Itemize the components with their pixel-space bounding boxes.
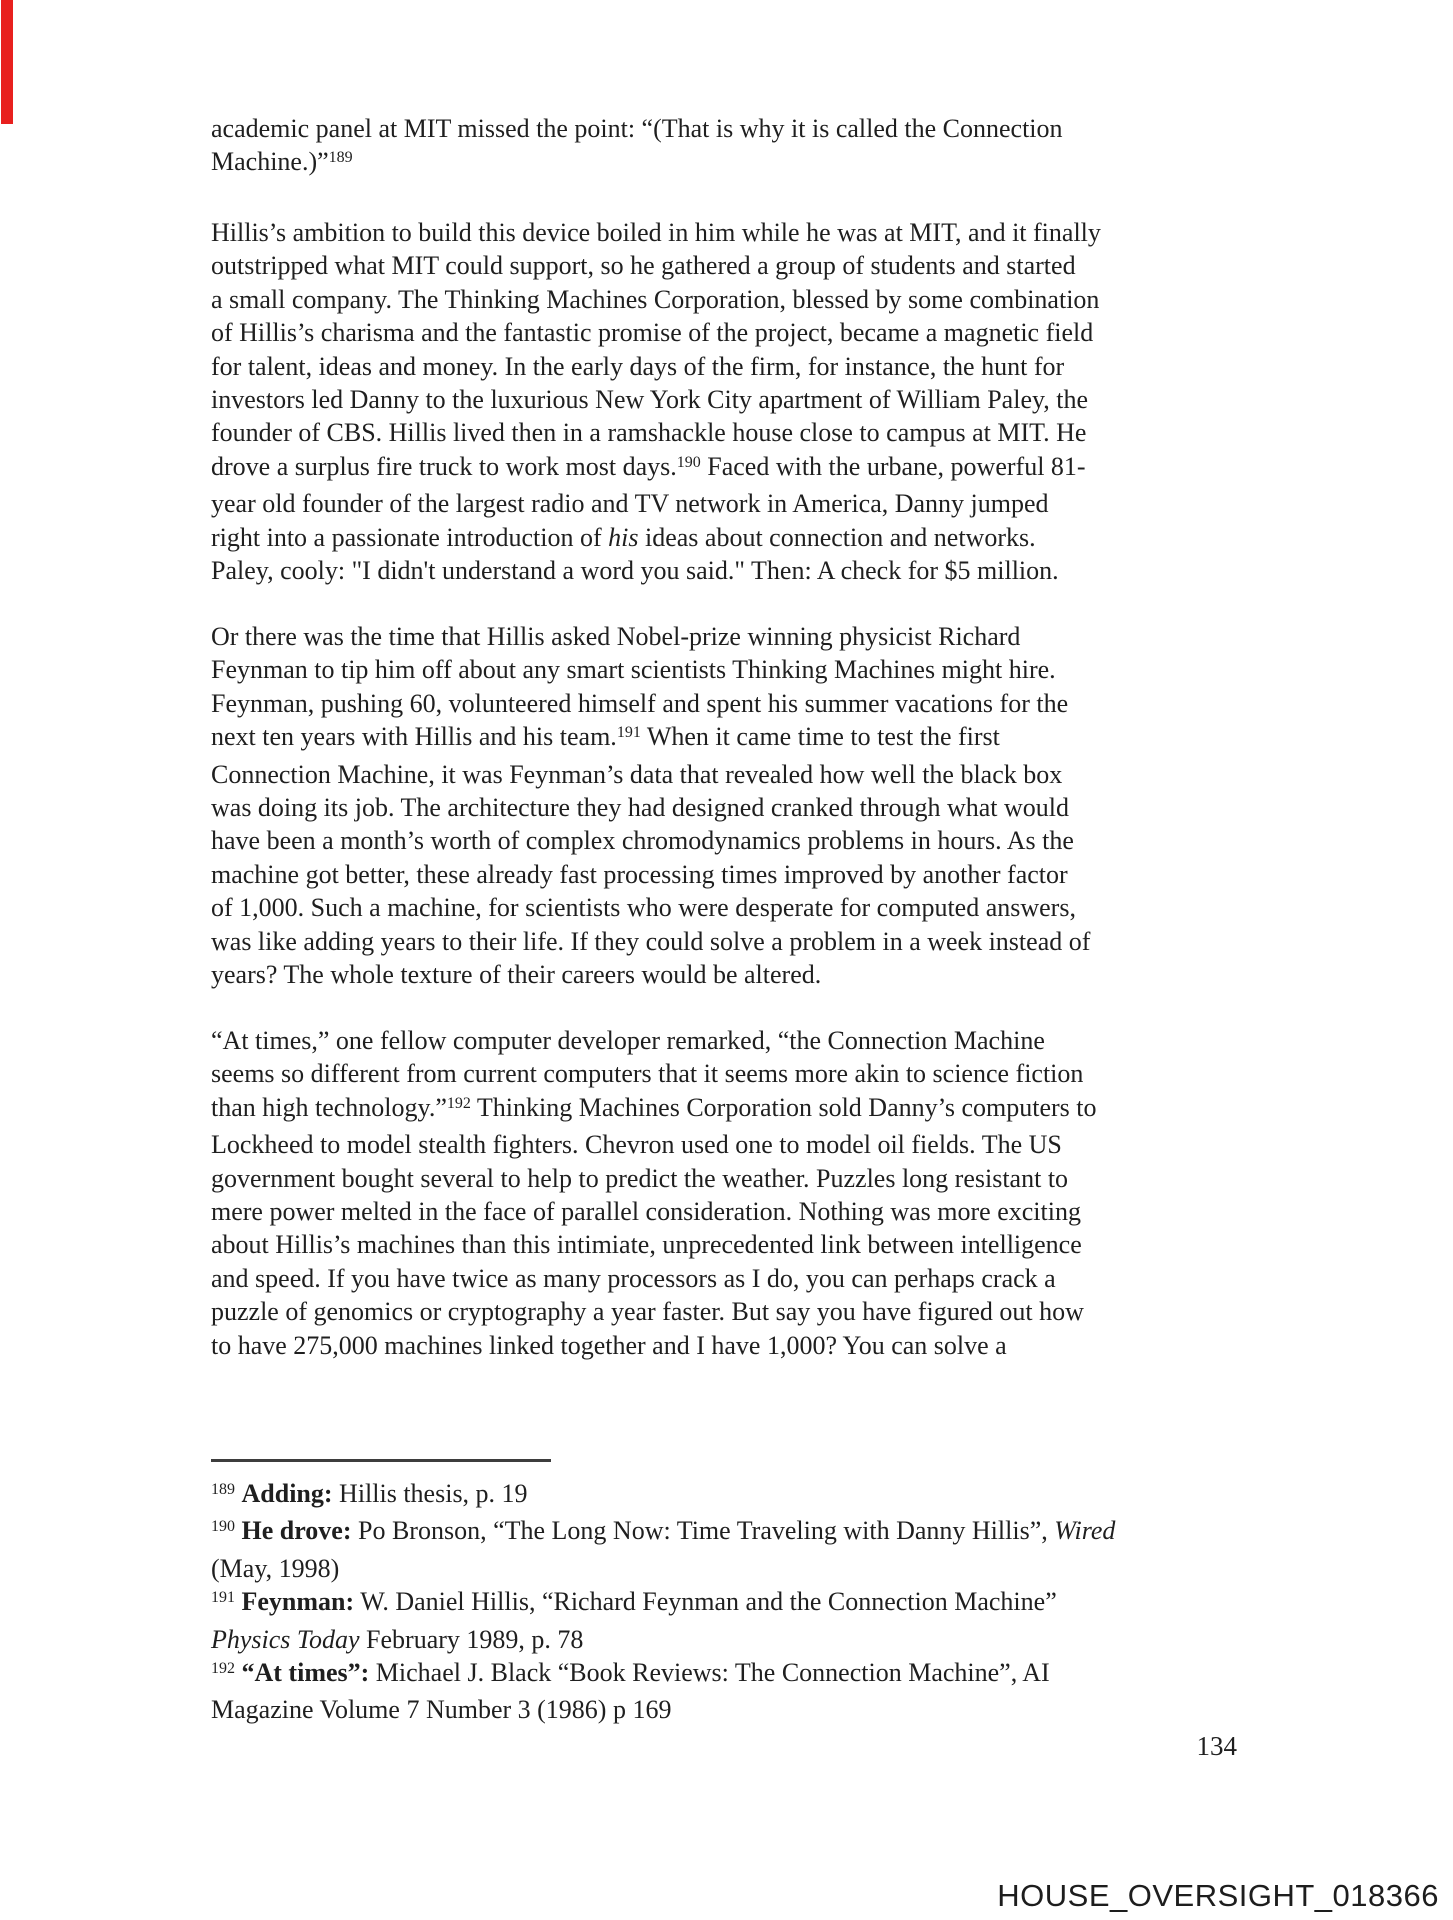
footnote-separator xyxy=(211,1459,551,1462)
text-segment: Feynman: xyxy=(241,1587,355,1617)
text-line xyxy=(211,1514,1251,1551)
text-line xyxy=(211,791,1251,824)
text-segment: about Hillis’s machines than this intimiate, unprecedented link between intelligence xyxy=(211,1230,1082,1260)
text-line xyxy=(211,824,1251,857)
text-segment: Feynman, pushing 60, volunteered himself and spent his summer vacations for the xyxy=(211,688,1069,718)
paragraph-4 xyxy=(211,1024,1251,1362)
footnotes-block xyxy=(211,1477,1251,1727)
footnote-reference: 190 xyxy=(211,1518,235,1536)
text-segment: years? The whole texture of their careers would be altered. xyxy=(211,960,822,990)
text-segment: to have 275,000 machines linked together and I have 1,000? You can solve a xyxy=(211,1330,1007,1360)
text-line xyxy=(211,350,1251,383)
text-segment: Thinking Machines Corporation sold Danny’s computers to xyxy=(470,1092,1097,1122)
paragraph-3 xyxy=(211,620,1251,991)
text-line xyxy=(211,249,1251,282)
text-line xyxy=(211,758,1251,791)
text-segment: (May, 1998) xyxy=(211,1553,340,1583)
text-segment: Wired xyxy=(1054,1516,1116,1546)
text-segment: He drove: xyxy=(241,1516,352,1546)
text-line xyxy=(211,145,1251,182)
text-line xyxy=(211,1585,1251,1622)
text-line xyxy=(211,1329,1251,1362)
paragraph-2 xyxy=(211,216,1251,587)
text-segment: founder of CBS. Hillis lived then in a ramshackle house close to campus at MIT. He xyxy=(211,418,1087,448)
text-segment: and speed. If you have twice as many processors as I do, you can perhaps crack a xyxy=(211,1263,1056,1293)
footnote-reference: 191 xyxy=(211,1589,235,1607)
text-segment: “At times”: xyxy=(241,1658,370,1688)
footnote-reference: 192 xyxy=(446,1094,471,1112)
text-segment: ideas about connection and networks. xyxy=(638,522,1036,552)
text-segment: Feynman to tip him off about any smart scientists Thinking Machines might hire. xyxy=(211,655,1056,685)
footnote-reference: 189 xyxy=(328,149,353,167)
text-segment: Or there was the time that Hillis asked Nobel-prize winning physicist Richard xyxy=(211,622,1021,651)
text-segment: academic panel at MIT missed the point: “(That is why it is called the Connection xyxy=(211,114,1063,143)
text-line xyxy=(211,620,1251,653)
text-line xyxy=(211,450,1251,487)
scan-artifact-red-mark xyxy=(1,0,13,124)
text-line xyxy=(211,653,1251,686)
text-line xyxy=(211,383,1251,416)
text-line xyxy=(211,1693,1251,1726)
text-segment: government bought several to help to predict the weather. Puzzles long resistant to xyxy=(211,1163,1069,1193)
text-line xyxy=(211,283,1251,316)
text-segment: Machine.)” xyxy=(211,147,329,177)
text-segment: his xyxy=(608,522,639,552)
text-line xyxy=(211,1091,1251,1128)
text-line xyxy=(211,1195,1251,1228)
text-segment: Adding: xyxy=(241,1479,333,1508)
paragraph-1 xyxy=(211,112,1251,183)
text-segment: for talent, ideas and money. In the early days of the firm, for instance, the hunt for xyxy=(211,351,1065,381)
text-line xyxy=(211,1228,1251,1261)
footnote-reference: 192 xyxy=(211,1660,235,1678)
text-line xyxy=(211,1295,1251,1328)
text-segment: was doing its job. The architecture they had designed cranked through what would xyxy=(211,793,1070,823)
text-segment: than high technology.” xyxy=(211,1092,447,1122)
text-segment: February 1989, p. 78 xyxy=(359,1624,584,1654)
text-line xyxy=(211,216,1251,249)
text-segment: Po Bronson, “The Long Now: Time Traveling with Danny Hillis”, xyxy=(351,1516,1055,1546)
text-line xyxy=(211,1656,1251,1693)
text-segment: Michael J. Black “Book Reviews: The Connection Machine”, AI xyxy=(369,1658,1050,1688)
text-segment: Physics Today xyxy=(211,1624,360,1654)
text-segment: puzzle of genomics or cryptography a year faster. But say you have figured out how xyxy=(211,1297,1084,1327)
text-line xyxy=(211,316,1251,349)
text-line xyxy=(211,1552,1251,1585)
text-line xyxy=(211,1128,1251,1161)
text-segment: Connection Machine, it was Feynman’s data that revealed how well the black box xyxy=(211,759,1063,789)
text-segment: Faced with the urbane, powerful 81- xyxy=(700,451,1086,481)
text-line xyxy=(211,720,1251,757)
text-line xyxy=(211,687,1251,720)
text-segment: Hillis’s ambition to build this device boiled in him while he was at MIT, and it finally xyxy=(211,218,1101,247)
text-segment: “At times,” one fellow computer developer remarked, “the Connection Machine xyxy=(211,1026,1045,1055)
footnote-reference: 191 xyxy=(616,724,641,742)
text-line xyxy=(211,487,1251,520)
text-segment: of Hillis’s charisma and the fantastic promise of the project, became a magnetic field xyxy=(211,318,1094,348)
text-segment: right into a passionate introduction of xyxy=(211,522,609,552)
text-segment: was like adding years to their life. If they could solve a problem in a week instead of xyxy=(211,926,1091,956)
text-line xyxy=(211,1162,1251,1195)
text-segment: W. Daniel Hillis, “Richard Feynman and the Connection Machine” xyxy=(354,1587,1057,1617)
text-segment: seems so different from current computers that it seems more akin to science fiction xyxy=(211,1059,1084,1089)
text-segment: a small company. The Thinking Machines Corporation, blessed by some combination xyxy=(211,284,1100,314)
text-line xyxy=(211,1057,1251,1090)
text-segment: drove a surplus fire truck to work most days. xyxy=(211,451,677,481)
text-segment: investors led Danny to the luxurious New York City apartment of William Paley, the xyxy=(211,385,1089,415)
text-line xyxy=(211,1623,1251,1656)
text-line xyxy=(211,1262,1251,1295)
footnote-reference: 190 xyxy=(676,453,701,471)
text-segment: mere power melted in the face of parallel consideration. Nothing was more exciting xyxy=(211,1197,1081,1227)
text-line xyxy=(211,891,1251,924)
text-line xyxy=(211,112,1251,145)
bates-stamp: HOUSE_OVERSIGHT_018366 xyxy=(997,1878,1439,1913)
text-segment: When it came time to test the first xyxy=(640,722,1000,752)
text-line xyxy=(211,925,1251,958)
text-line xyxy=(211,858,1251,891)
text-segment: of 1,000. Such a machine, for scientists who were desperate for computed answers, xyxy=(211,893,1076,923)
page-number: 134 xyxy=(1196,1731,1237,1761)
text-segment: Lockheed to model stealth fighters. Chevron used one to model oil fields. The US xyxy=(211,1130,1062,1160)
text-segment: year old founder of the largest radio and TV network in America, Danny jumped xyxy=(211,489,1049,519)
text-segment: Hillis thesis, p. 19 xyxy=(332,1479,528,1508)
text-segment: Magazine Volume 7 Number 3 (1986) p 169 xyxy=(211,1695,672,1725)
text-line xyxy=(211,1024,1251,1057)
text-segment: Paley, cooly: "I didn't understand a word you said." Then: A check for $5 million. xyxy=(211,556,1059,586)
footnote-reference: 189 xyxy=(211,1481,235,1498)
text-line xyxy=(211,521,1251,554)
text-segment: have been a month’s worth of complex chromodynamics problems in hours. As the xyxy=(211,826,1074,856)
text-line xyxy=(211,416,1251,449)
text-line xyxy=(211,958,1251,991)
text-line xyxy=(211,1477,1251,1514)
text-segment: outstripped what MIT could support, so he gathered a group of students and started xyxy=(211,251,1076,281)
text-segment: machine got better, these already fast processing times improved by another factor xyxy=(211,859,1068,889)
text-segment: next ten years with Hillis and his team. xyxy=(211,722,617,752)
text-line xyxy=(211,554,1251,587)
